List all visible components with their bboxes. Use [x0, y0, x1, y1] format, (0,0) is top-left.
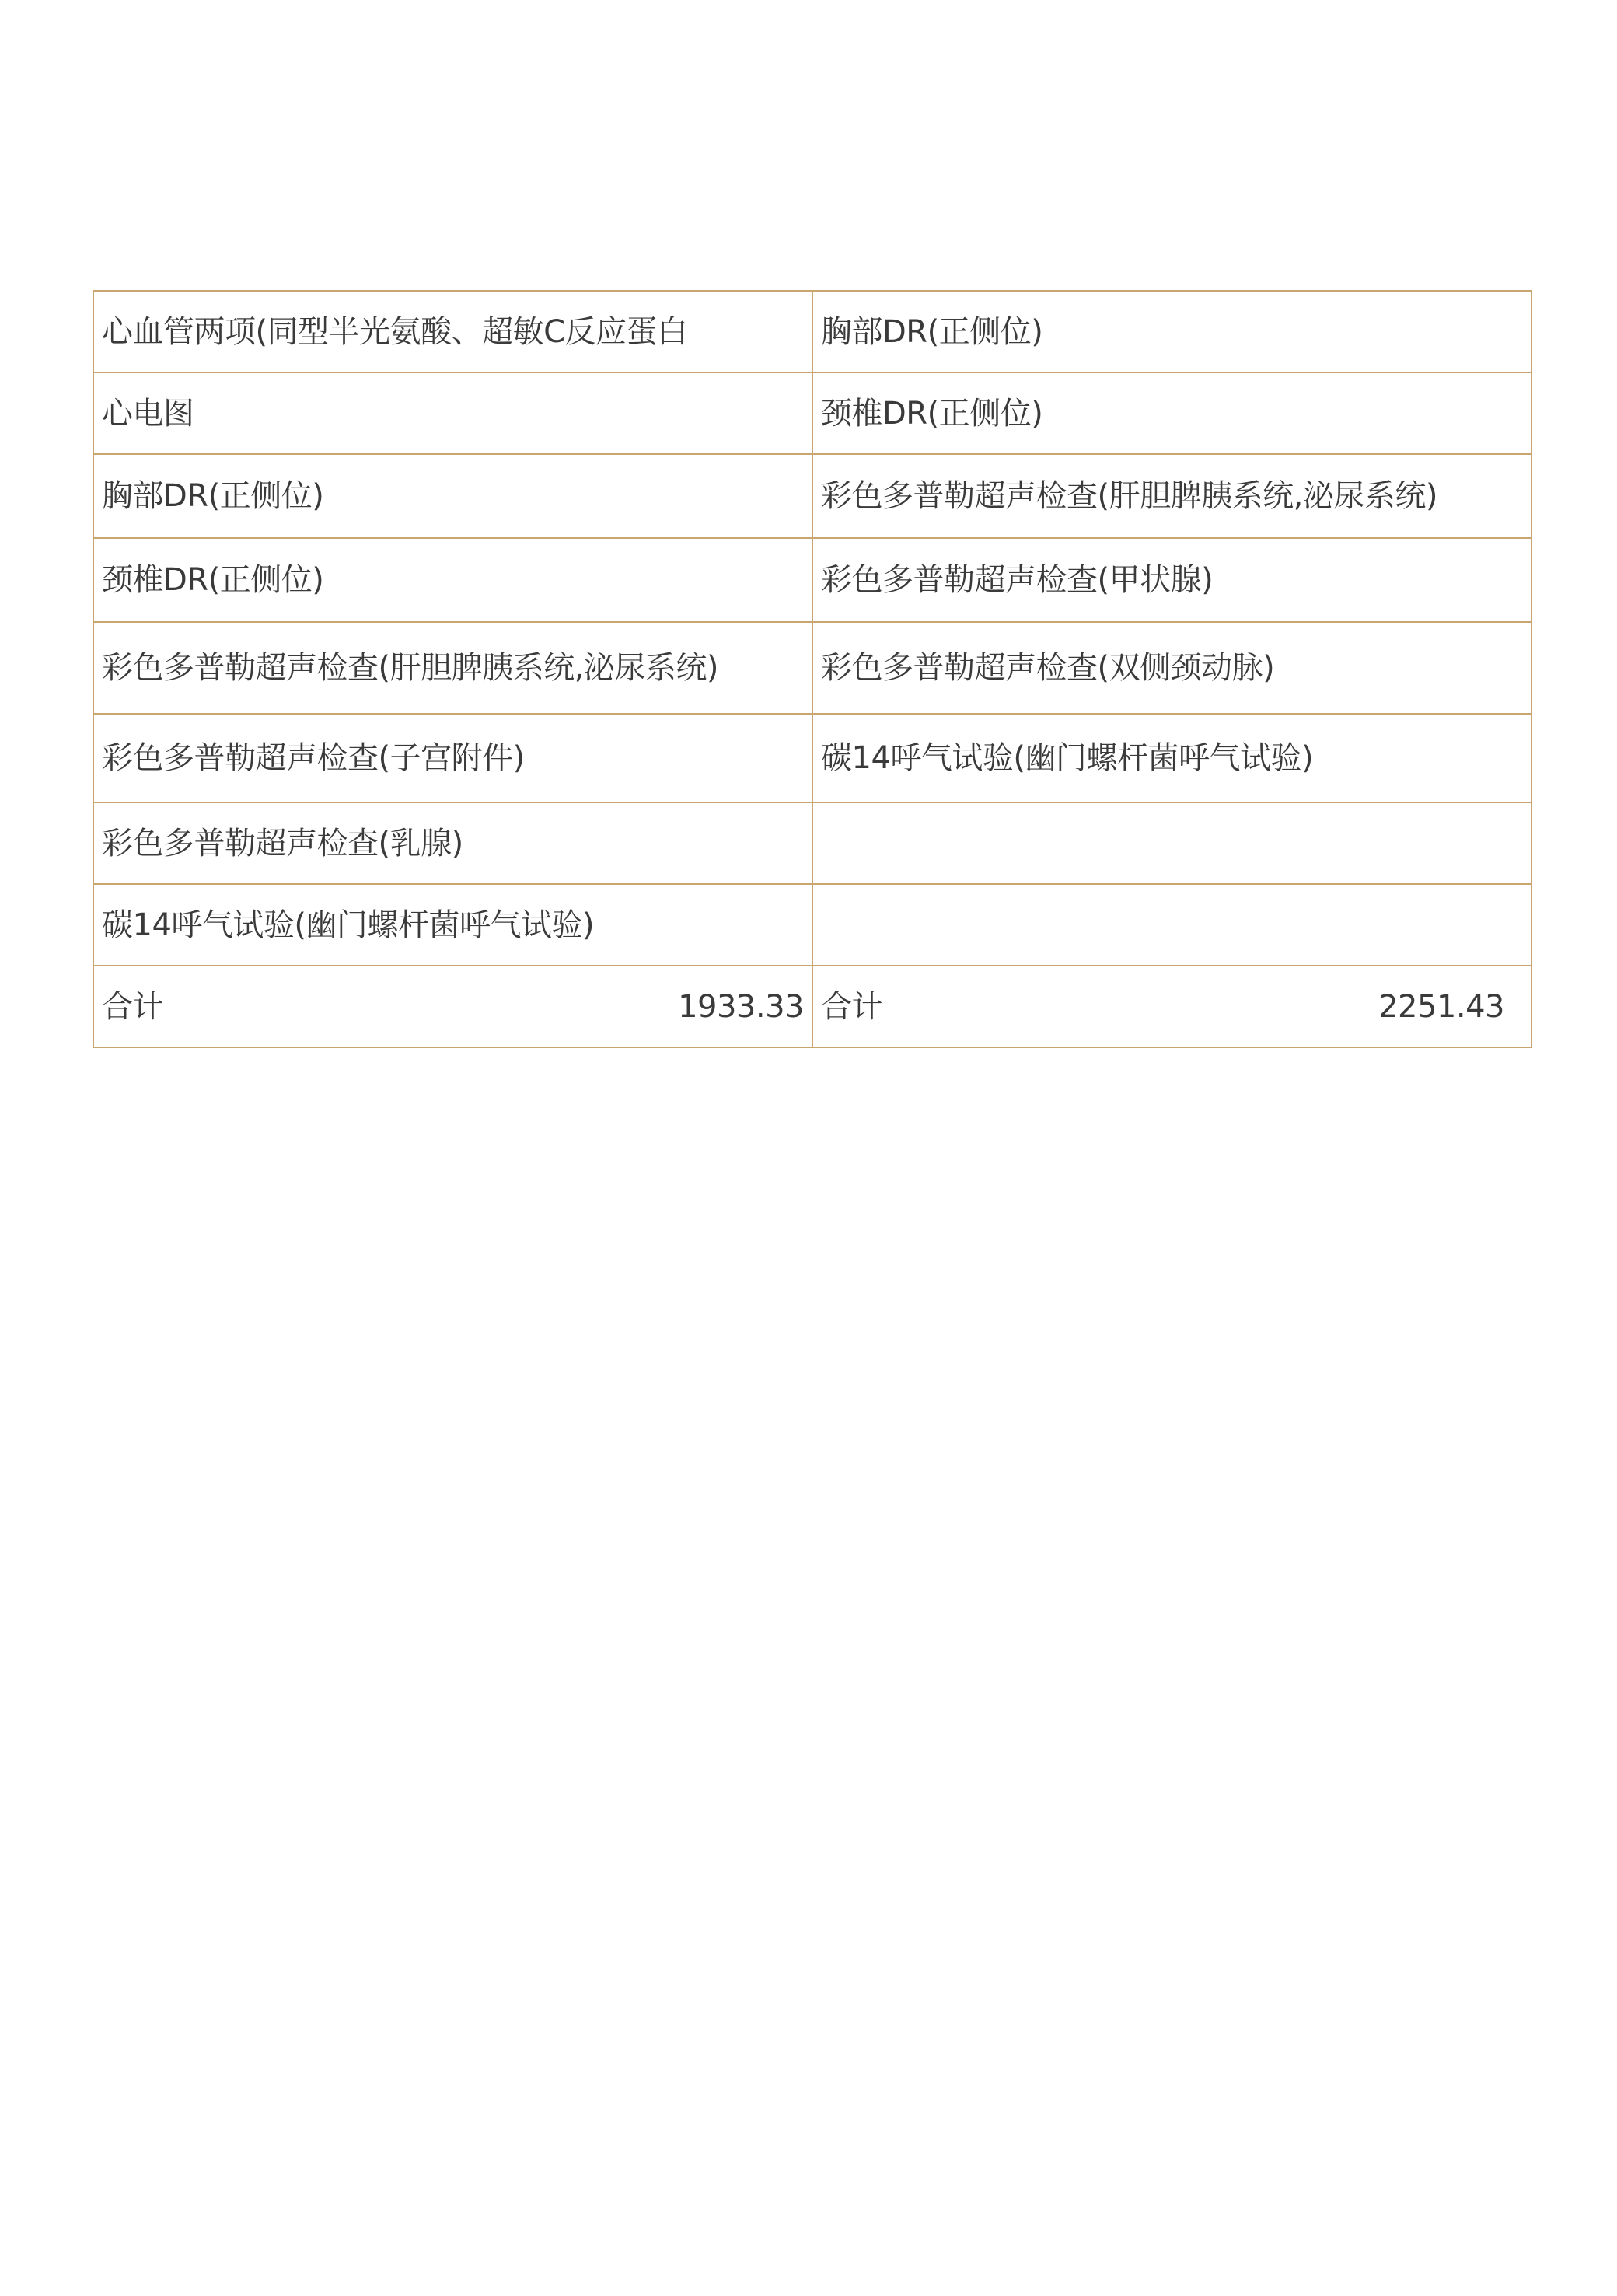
- right-total-label: 合计: [821, 988, 882, 1025]
- right-total: [821, 988, 1523, 1026]
- table-row: [93, 291, 1531, 372]
- table-row: [93, 884, 1531, 966]
- exam-items-table: [93, 290, 1532, 1048]
- table-row: [93, 802, 1531, 884]
- right-item-cell: 颈椎DR(正侧位): [812, 372, 1531, 454]
- right-total-value: 2251.43: [1378, 988, 1504, 1025]
- table-row: [93, 372, 1531, 454]
- right-item-cell: 彩色多普勒超声检查(双侧颈动脉): [812, 622, 1531, 714]
- totals-row: [93, 966, 1531, 1047]
- left-item-cell: 碳14呼气试验(幽门螺杆菌呼气试验): [93, 884, 812, 966]
- right-item-cell: [812, 884, 1531, 966]
- table-row: [93, 714, 1531, 802]
- left-item-cell: 彩色多普勒超声检查(乳腺): [93, 802, 812, 884]
- table-row: [93, 538, 1531, 622]
- left-item-cell: 心血管两项(同型半光氨酸、超敏C反应蛋白: [93, 291, 812, 372]
- left-item-cell: 彩色多普勒超声检查(子宫附件): [93, 714, 812, 802]
- right-total-cell: [812, 966, 1531, 1047]
- left-total-value: 1933.33: [678, 988, 804, 1025]
- left-item-cell: 心电图: [93, 372, 812, 454]
- right-item-cell: [812, 802, 1531, 884]
- left-item-cell: 颈椎DR(正侧位): [93, 538, 812, 622]
- right-item-cell: 碳14呼气试验(幽门螺杆菌呼气试验): [812, 714, 1531, 802]
- left-total: [102, 988, 804, 1026]
- table-row: [93, 454, 1531, 538]
- left-total-cell: [93, 966, 812, 1047]
- right-item-cell: 彩色多普勒超声检查(肝胆脾胰系统,泌尿系统): [812, 454, 1531, 538]
- table-row: [93, 622, 1531, 714]
- right-item-cell: 彩色多普勒超声检查(甲状腺): [812, 538, 1531, 622]
- left-item-cell: 彩色多普勒超声检查(肝胆脾胰系统,泌尿系统): [93, 622, 812, 714]
- left-item-cell: 胸部DR(正侧位): [93, 454, 812, 538]
- right-item-cell: 胸部DR(正侧位): [812, 291, 1531, 372]
- left-total-label: 合计: [102, 988, 163, 1025]
